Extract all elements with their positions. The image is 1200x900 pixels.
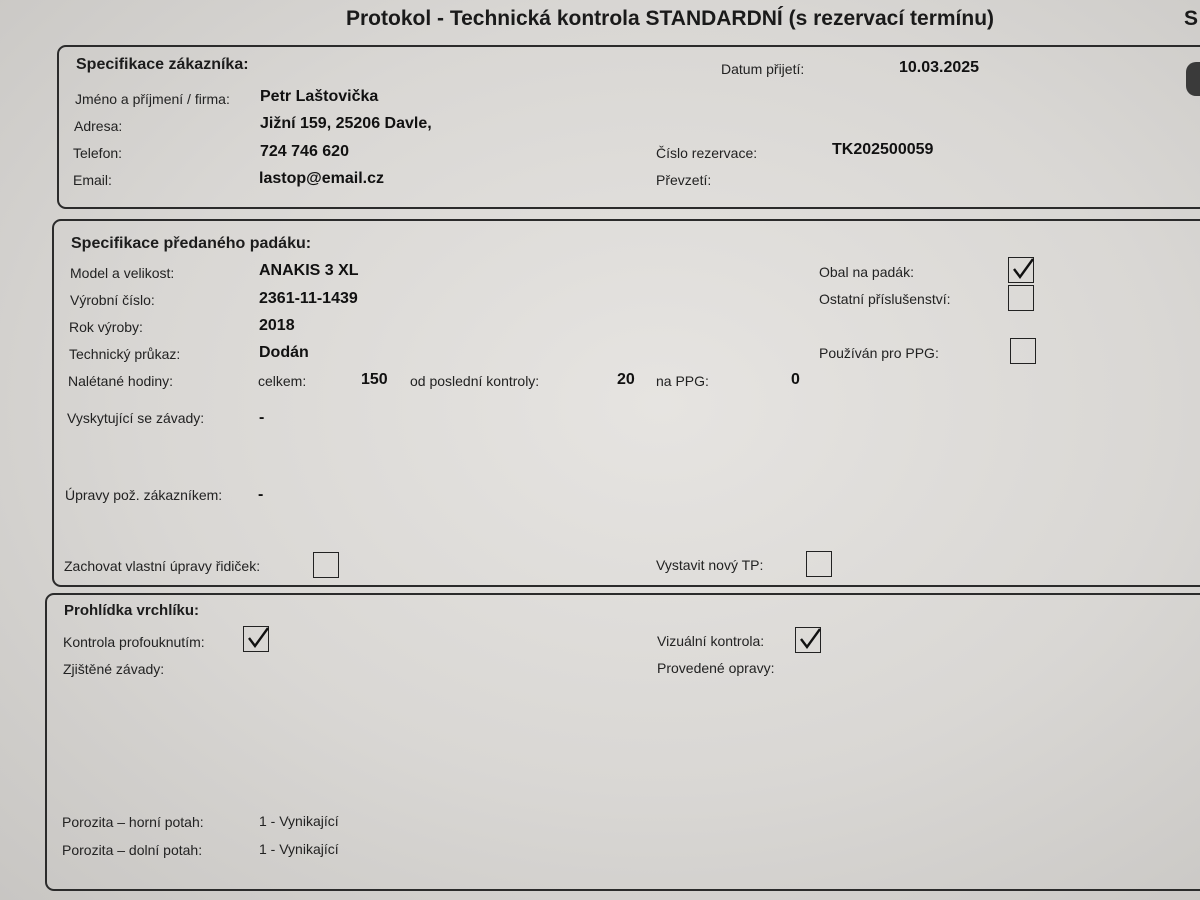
model-label: Model a velikost: bbox=[70, 265, 175, 281]
blow-test-checkbox[interactable] bbox=[243, 626, 269, 652]
checkmark-icon bbox=[1010, 256, 1036, 282]
porosity-top-label: Porozita – horní potah: bbox=[62, 814, 204, 830]
keep-mods-checkbox[interactable] bbox=[313, 552, 339, 578]
tech-label: Technický průkaz: bbox=[69, 346, 181, 362]
found-defects-label: Zjištěné závady: bbox=[63, 661, 165, 677]
since-inspection-label: od poslední kontroly: bbox=[410, 373, 540, 389]
ppg-hours-label: na PPG: bbox=[656, 373, 709, 389]
email-value: lastop@email.cz bbox=[259, 170, 384, 187]
cover-checkbox[interactable] bbox=[1008, 257, 1034, 283]
page-title: Protokol - Technická kontrola STANDARDNÍ (s rezervací termínu) bbox=[346, 7, 995, 30]
defects-label: Vyskytující se závady: bbox=[67, 410, 205, 426]
blow-test-label: Kontrola profouknutím: bbox=[63, 634, 205, 650]
new-tp-label: Vystavit nový TP: bbox=[656, 557, 764, 573]
hours-label: Nalétané hodiny: bbox=[68, 373, 174, 389]
cover-label: Obal na padák: bbox=[819, 264, 914, 280]
ppg-use-label: Používán pro PPG: bbox=[819, 345, 939, 361]
reservation-label: Číslo rezervace: bbox=[656, 145, 758, 161]
date-value: 10.03.2025 bbox=[899, 59, 980, 76]
accessories-checkbox[interactable] bbox=[1008, 285, 1034, 311]
customer-section-title: Specifikace zákazníka: bbox=[76, 56, 249, 73]
porosity-bottom-label: Porozita – dolní potah: bbox=[62, 842, 203, 858]
new-tp-checkbox[interactable] bbox=[806, 551, 832, 577]
address-value: Jižní 159, 25206 Davle, bbox=[260, 115, 432, 132]
checkmark-icon bbox=[245, 625, 271, 651]
email-label: Email: bbox=[73, 172, 112, 188]
year-value: 2018 bbox=[259, 317, 295, 334]
repairs-label: Provedené opravy: bbox=[657, 660, 775, 676]
reservation-value: TK202500059 bbox=[832, 141, 934, 158]
modifications-label: Úpravy pož. zákazníkem: bbox=[65, 487, 223, 503]
model-value: ANAKIS 3 XL bbox=[259, 262, 359, 279]
tech-value: Dodán bbox=[259, 344, 309, 361]
phone-value: 724 746 620 bbox=[260, 143, 349, 160]
modifications-value: - bbox=[258, 486, 264, 503]
accessories-label: Ostatní příslušenství: bbox=[819, 291, 951, 307]
name-value: Petr Laštovička bbox=[260, 88, 379, 105]
serial-value: 2361-11-1439 bbox=[259, 290, 358, 307]
date-label: Datum přijetí: bbox=[721, 61, 805, 77]
checkmark-icon bbox=[797, 626, 823, 652]
year-label: Rok výroby: bbox=[69, 319, 143, 335]
porosity-top-value: 1 - Vynikající bbox=[259, 813, 339, 829]
total-hours-label: celkem: bbox=[258, 373, 307, 389]
keep-mods-label: Zachovat vlastní úpravy řidiček: bbox=[64, 558, 261, 574]
defects-value: - bbox=[259, 409, 265, 426]
address-label: Adresa: bbox=[74, 118, 123, 134]
porosity-bottom-value: 1 - Vynikající bbox=[259, 841, 339, 857]
name-label: Jméno a příjmení / firma: bbox=[75, 91, 230, 107]
parachute-section-title: Specifikace předaného padáku: bbox=[71, 235, 312, 252]
canopy-section-title: Prohlídka vrchlíku: bbox=[64, 602, 200, 619]
visual-check-checkbox[interactable] bbox=[795, 627, 821, 653]
phone-label: Telefon: bbox=[73, 145, 123, 161]
pickup-label: Převzetí: bbox=[656, 172, 712, 188]
cut-off-text: S bbox=[1184, 7, 1199, 30]
visual-check-label: Vizuální kontrola: bbox=[657, 633, 765, 649]
ppg-use-checkbox[interactable] bbox=[1010, 338, 1036, 364]
serial-label: Výrobní číslo: bbox=[70, 292, 155, 308]
ppg-hours-value: 0 bbox=[791, 371, 800, 388]
canopy-section bbox=[45, 593, 1200, 891]
since-inspection-value: 20 bbox=[617, 371, 635, 388]
total-hours-value: 150 bbox=[361, 371, 388, 388]
